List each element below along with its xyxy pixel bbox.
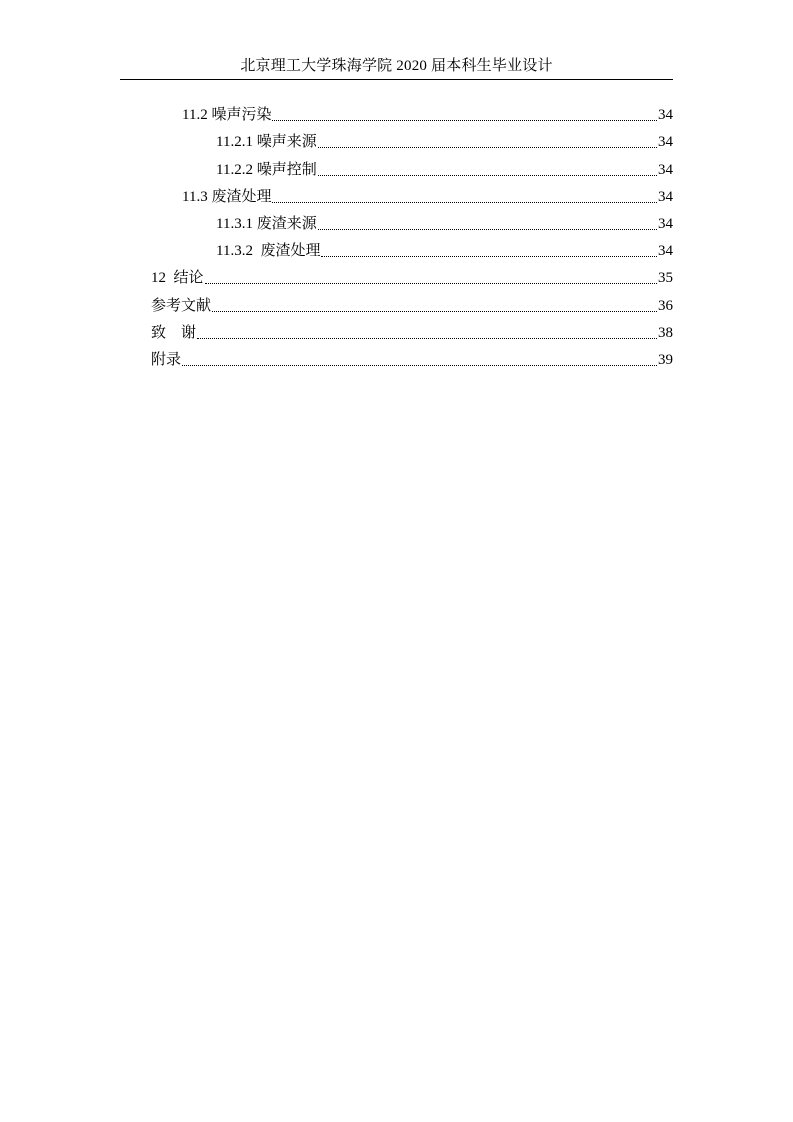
toc-dot-leader [318, 147, 657, 148]
toc-entry-page-number: 38 [658, 324, 673, 341]
toc-entry-label: 11.3.2 废渣处理 [216, 243, 321, 260]
toc-entry-page-number: 34 [658, 107, 673, 124]
toc-entry-page-number: 34 [658, 134, 673, 151]
toc-entry-label: 11.3 废渣处理 [182, 188, 272, 205]
toc-entry-label: 附录 [151, 351, 182, 368]
toc-entry-page-number: 34 [658, 161, 673, 178]
toc-dot-leader [318, 229, 657, 230]
toc-entry-label: 参考文献 [151, 297, 212, 314]
toc-entry-page-number: 34 [658, 188, 673, 205]
toc-entry-page-number: 36 [658, 297, 673, 314]
toc-entry[interactable] [151, 343, 673, 370]
header-rule [120, 79, 673, 80]
page-header: 北京理工大学珠海学院 2020 届本科生毕业设计 [240, 58, 553, 74]
toc-entry-label: 11.2.2 噪声控制 [216, 161, 317, 178]
toc-entry[interactable] [151, 98, 673, 125]
toc-dot-leader [272, 120, 657, 121]
table-of-contents [151, 98, 673, 370]
toc-entry[interactable] [151, 316, 673, 343]
toc-entry[interactable] [151, 234, 673, 261]
toc-entry-label: 12 结论 [151, 270, 204, 287]
toc-entry-page-number: 35 [658, 270, 673, 287]
toc-entry-label: 致 谢 [151, 324, 197, 341]
toc-entry-label: 11.2 噪声污染 [182, 107, 272, 124]
toc-entry[interactable] [151, 207, 673, 234]
toc-entry-page-number: 39 [658, 351, 673, 368]
toc-entry[interactable] [151, 180, 673, 207]
toc-entry-label: 11.3.1 废渣来源 [216, 215, 317, 232]
toc-entry-label: 11.2.1 噪声来源 [216, 134, 317, 151]
toc-dot-leader [318, 175, 657, 176]
toc-dot-leader [321, 256, 657, 257]
toc-dot-leader [182, 365, 657, 366]
toc-dot-leader [197, 338, 657, 339]
toc-entry[interactable] [151, 261, 673, 288]
toc-dot-leader [205, 283, 657, 284]
toc-dot-leader [212, 311, 657, 312]
toc-entry[interactable] [151, 152, 673, 179]
toc-entry-page-number: 34 [658, 215, 673, 232]
toc-entry[interactable] [151, 288, 673, 315]
toc-entry[interactable] [151, 125, 673, 152]
toc-dot-leader [272, 202, 657, 203]
toc-entry-page-number: 34 [658, 243, 673, 260]
